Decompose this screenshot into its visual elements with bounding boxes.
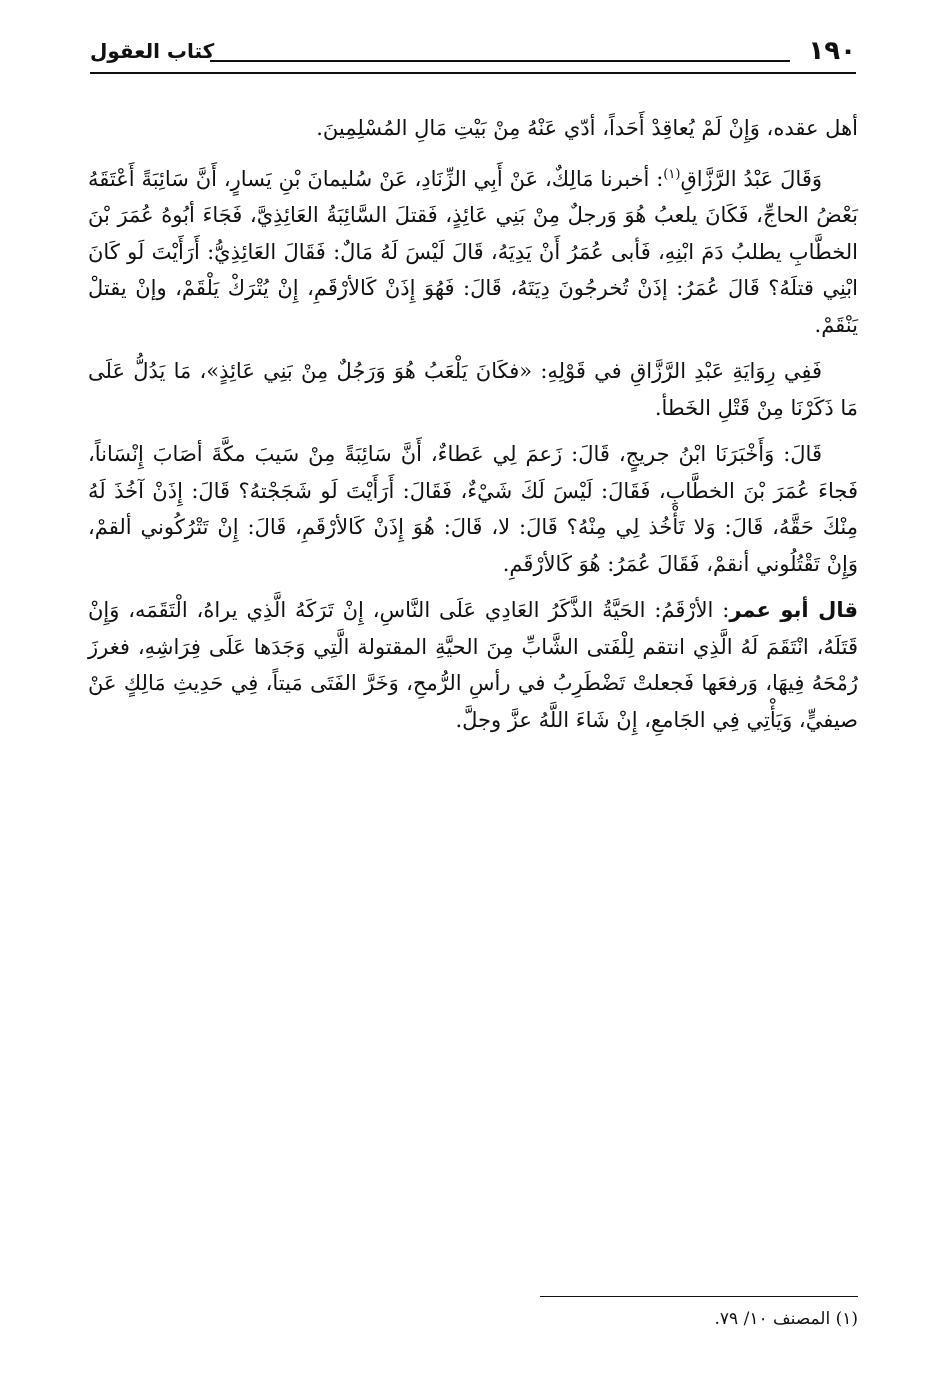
main-text (88, 110, 858, 748)
paragraph-1: أهل عقده، وَإِنْ لَمْ يُعاقِدْ أَحَداً، أدّي عَنْهُ مِنْ بَيْتِ مَالِ المُسْلِمِينَ. (316, 116, 858, 140)
page-header (90, 34, 856, 74)
paragraph-2-rest: : أخبرنا مَالِكٌ، عَنْ أَبِي الزِّنَادِ، عَنْ سُليمانَ بْنِ يَسارٍ، أَنَّ سَائِبَةً أَعْتَقَهُ بَعْضُ الحاجِّ، فَكَانَ يلعبُ هُوَ وَرجلٌ مِنْ بَنِي عَائِذٍ، فَقتلَ السَّائِبَةُ العَائِذِيَّ، فَجَاءَ أبُوهُ عُمَرَ بْنَ الخطَّابِ يطلبُ دَمَ ابْنِهِ، فَأبى عُمَرُ أَنْ يَدِيَهُ، قَالَ لَيْسَ لَهُ مَالٌ: فَقَالَ العَائِذِيُّ: أَرَأَيْتَ لَو كَانَ ابْنِي قتلَهُ؟ قَالَ عُمَرُ: إذَنْ تُخرجُونَ دِيَتَهُ، قَالَ: فَهُوَ إِذَنْ كَالأرْقَمِ، إِنْ يُتْرَكْ يَلْقَمْ، وإنْ يقتلْ يَنْقَمْ. (88, 166, 858, 337)
page-number: ١٩٠ (808, 36, 856, 66)
paragraph-5 (88, 592, 858, 738)
book-title: كتاب العقول (90, 39, 215, 63)
paragraph-2 (88, 157, 858, 344)
paragraph-3: فَفِي رِوَايَةِ عَبْدِ الرَّزَّاقِ في قَوْلِهِ: «فكَانَ يَلْعَبُ هُوَ وَرَجُلٌ مِنْ بَنِي عَائِذٍ»، مَا يَدُلُّ عَلَى مَا ذَكَرْنَا مِنْ قَتْلِ الخَطأ. (88, 359, 858, 420)
footnote-divider (540, 1296, 858, 1297)
header-divider-upper (210, 60, 790, 62)
footnote-marker[interactable]: (١) (663, 166, 681, 182)
footnote: (١) المصنف ١٠/ ٧٩. (714, 1309, 858, 1329)
paragraph-4: قَالَ: وَأَخْبَرَنَا ابْنُ جريجٍ، قَالَ: زَعمَ لِي عَطاءٌ، أَنَّ سَائِبَةً مِنْ سَيبَ مكَّةَ أصَابَ إِنْسَاناً، فَجاءَ عُمَرَ بْنَ الخطَّابِ، فَقَالَ: لَيْسَ لَكَ شَيْءٌ، فَقَالَ: أَرَأَيْتَ لَو شَجَجْتهُ؟ قَالَ: إِذَنْ آخُذَ لَهُ مِنْكَ حَقَّهُ، قَالَ: وَلا تَأْخُذ لِي مِنْهُ؟ قَالَ: لا، قَالَ: هُوَ إِذَنْ كَالأرْقَمِ، قَالَ: إِنْ تَتْرُكُوني ألقمْ، وَإِنْ تَقْتُلُوني أنقمْ، فَقَالَ عُمَرُ: هُوَ كَالأرْقَمِ. (88, 442, 858, 576)
speaker-label: قال أبو عمر (729, 598, 858, 622)
paragraph-2-lead: وَقَالَ عَبْدُ الرَّزَّاقِ (680, 166, 822, 191)
paragraph-5-rest: : الأرْقَمُ: الحَيَّةُ الذَّكَرُ العَادِي عَلَى النَّاسِ، إِنْ تَرَكَهُ الَّذِي يراهُ، الْتَقَمَه، وَإِنْ قَتَلَهُ، انْتَقَمَ لَهُ الَّذِي انتقم لِلْفَتى الشَّابِّ مِنَ الحيَّةِ المقتولة الَّتِي وَجَدَها عَلَى فِرَاشِهِ، فغرزَ رُمْحَهُ فِيهَا، وَرفعَها فَجعلتْ تَضْطَرِبُ في رأسِ الرُّمحِ، وَخَرَّ الفَتَى مَيتاً، فِي حَدِيثِ مَالِكٍ عَنْ صيفيٍّ، وَيَأْتِي فِي الجَامعِ، إِنْ شَاءَ اللَّهُ عزَّ وجلَّ. (88, 598, 858, 732)
header-divider (90, 72, 856, 74)
